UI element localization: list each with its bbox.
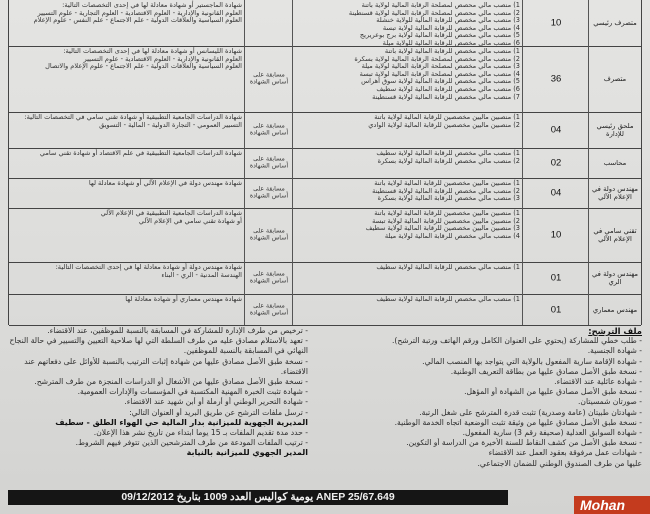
cell-recruitment-mode <box>244 46 293 112</box>
application-file-section <box>8 326 642 486</box>
post-distribution-line: 5) منصب مالي مخصص للرقابة المالية لولاية برج بوعريريج <box>359 31 520 40</box>
post-distribution-line: 2) منصب مالي محصص لمصلحة الرقابة المالية لولاية قسنطينة <box>348 8 520 17</box>
file-requirement-line: المديرية الجهوية للميزانية بدار المالية حي الهواء الطلق - سطيف <box>55 417 308 427</box>
cell-recruitment-mode <box>244 112 293 148</box>
post-distribution-line: 1) منصب مالي محصص لمصلحة الرقابة المالية لولاية باتنة <box>361 1 520 9</box>
file-requirement-line: - تعهد بالاستلام مصادق عليه من طرف السلطة التي لها صلاحية التعيين والتسيير في حالة النجاح <box>9 336 308 346</box>
cell-post-distribution <box>292 262 523 294</box>
recruitment-mode: مسابقة على أساس الشهادة <box>249 122 289 137</box>
post-distribution-line: 3) منصبين ماليين مخصصين للرقابة المالية لولاية سطيف <box>365 224 520 233</box>
cell-rank-title <box>588 208 641 262</box>
posts-count: 10 <box>550 17 562 29</box>
qualification-line: التسيير العمومي - التجارة الدولية - المالية - التسويق <box>99 120 242 129</box>
file-requirement-line: - نسخة طبق الأصل مصادق عليها من وثيقة تثبت الوضعية اتجاه الخدمة الوطنية. <box>394 417 642 427</box>
file-requirement-line: - نسخة طبق الأصل مصادق عليها من شهادة إثبات الترتيب بالنسبة للأوائل على دفعاتهم عند <box>24 356 308 366</box>
cell-posts-count <box>522 262 589 294</box>
qualification-line: العلوم السياسية والعلاقات الدولية - علم الاجتماع - علوم الإعلام والاتصال <box>45 62 242 71</box>
post-distribution-line: 3) منصب مالي مخصص للرقابة المالية لولاية بسكرة <box>377 194 520 203</box>
file-requirement-line: المدير الجهوي للميزانية بالنيابة <box>186 448 308 458</box>
file-requirement-line: - نسخة طبق الأصل من كشف النقاط للسنة الأخيرة من الدراسة أو التكوين. <box>406 438 642 448</box>
recruitment-mode: مسابقة على أساس الشهادة <box>249 302 289 317</box>
recruitment-mode: مسابقة على أساس الشهادة <box>249 71 289 86</box>
watermark-logo: Mohan <box>574 496 650 514</box>
rank-title: مهندس دولة في الري <box>592 270 638 286</box>
recruitment-mode: مسابقة على أساس الشهادة <box>249 155 289 170</box>
table-row <box>9 112 641 149</box>
cell-post-distribution <box>292 294 523 325</box>
qualification-line: شهادة الدراسات الجامعية التطبيقية في الإعلام الآلي <box>100 209 242 217</box>
qualification-line: شهادة مهندس دولة أو شهادة معادلة لها في إحدى التخصصات التالية: <box>55 263 242 271</box>
cell-post-distribution <box>292 112 523 148</box>
cell-post-distribution <box>292 46 523 112</box>
post-distribution-line: 3) منصب مالي مخصص للرقابة المالية للولاية خنشلة <box>376 16 520 25</box>
file-heading: ملف الترشح: <box>588 326 642 336</box>
cell-recruitment-mode <box>244 262 293 294</box>
cell-posts-count <box>522 112 589 148</box>
cell-qualifications <box>9 294 245 325</box>
cell-post-distribution <box>292 178 523 208</box>
cell-rank-title <box>588 0 641 46</box>
posts-count: 01 <box>550 304 562 315</box>
cell-qualifications <box>9 178 245 208</box>
rank-title: ملحق رئيسي للإدارة <box>596 122 634 138</box>
post-distribution-line: 1) منصبين ماليين مخصصين للرقابة المالية لولاية باتنة <box>374 113 520 121</box>
cell-qualifications <box>9 46 245 112</box>
post-distribution-line: 3) منصب مالي مخصص لمصلحة الرقابة المالية لولاية ميلة <box>361 62 520 71</box>
cell-post-distribution <box>292 0 523 46</box>
posts-count: 01 <box>550 272 562 284</box>
cell-posts-count <box>522 148 589 178</box>
qualification-line: العلوم القانونية والإدارية - العلوم الاقتصادية - علوم التسيير <box>83 54 242 63</box>
file-requirement-line: - نسخة طبق الأصل مصادق عليها من بطاقة التعريف الوطنية. <box>450 366 642 376</box>
cell-qualifications <box>9 0 245 46</box>
rank-title: متصرف <box>603 75 627 83</box>
qualification-line: شهادة الدراسات الجامعية التطبيقية أو شهادة تقني سامي في التخصصات التالية: <box>24 113 242 121</box>
cell-rank-title <box>588 148 641 178</box>
file-requirement-line: - نسخة طبق الأصل مصادق عليها من الأشغال أو الدراسات المنجزة من طرف المترشح. <box>34 377 308 387</box>
rank-title: مهندس معماري <box>592 305 638 314</box>
qualification-line: العلوم السياسية والعلاقات الدولية - علم الاجتماع - علم النفس - علوم الإعلام <box>33 16 242 25</box>
post-distribution-line: 2) منصب مالي مخصص لمصلحة الرقابة المالية لولاية بسكرة <box>354 54 520 63</box>
rank-title: متصرف رئيسي <box>593 19 637 27</box>
qualification-line: العلوم القانونية والإدارية - العلوم الاقتصادية - العلوم التجارية - علوم التسيير <box>37 8 242 17</box>
cell-recruitment-mode <box>244 148 293 178</box>
cell-posts-count <box>522 208 589 262</box>
post-distribution-line: 1) منصب مالي مخصص للرقابة المالية لولاية سطيف <box>376 295 520 303</box>
file-requirement-line: - شهادة السوابق العدلية (صحيفة رقم 3) سارية المفعول. <box>462 428 642 438</box>
table-row <box>9 148 641 179</box>
cell-recruitment-mode <box>244 0 293 46</box>
file-requirement-line: - شهادة عائلية عند الاقتضاء. <box>554 377 642 387</box>
qualification-line: الهندسة المدنية - الري - البناء <box>161 270 242 279</box>
file-requirement-line: - شهادتان طبيتان (عامة وصدرية) تثبت قدرة المترشح على شغل الرتبة. <box>419 407 642 417</box>
cell-posts-count <box>522 294 589 325</box>
cell-posts-count <box>522 0 589 46</box>
post-distribution-line: 2) منصب مالي مخصص للرقابة المالية لولاية قسنطينة <box>372 186 520 195</box>
cell-posts-count <box>522 46 589 112</box>
file-requirement-line: - شهادة التحرير الوطني أو أرملة أو أبن شهيد عند الاقتضاء. <box>124 397 308 407</box>
file-requirement-line: النهائي في المسابقة بالنسبة للموظفين. <box>183 346 308 356</box>
table-row <box>9 262 641 295</box>
rank-title: تقني سامي في الإعلام الآلي <box>593 227 637 243</box>
post-distribution-line: 6) منصب مالي مخصص للرقابة المالية للولاية ميلة <box>382 38 520 46</box>
file-requirement-line: - شهادات عمل مرفوقة بعقود العمل عند الاقتضاء <box>488 448 642 458</box>
file-requirement-line: الاقتضاء. <box>280 366 308 376</box>
recruitment-mode: مسابقة على أساس الشهادة <box>249 227 289 242</box>
file-requirement-line: عليها من طرف الصندوق الوطني للضمان الاجتماعي. <box>477 458 642 468</box>
cell-rank-title <box>588 294 641 325</box>
newspaper-footer: ANEP 25/67.649 يومية كواليس العدد 1009 بتاريخ 09/12/2012 <box>8 490 508 505</box>
table-row <box>9 178 641 209</box>
cell-rank-title <box>588 262 641 294</box>
file-requirement-line: - ترخيص من طرف الإدارة للمشاركة في المسابقة بالنسبة للموظفين، عند الاقتضاء. <box>47 326 308 335</box>
table-row <box>9 46 641 113</box>
cell-recruitment-mode <box>244 294 293 325</box>
post-distribution-line: 4) منصب مالي مخصص للرقابة المالية لولاية تبسة <box>382 23 520 32</box>
rank-title: مهندس دولة في الإعلام الآلي <box>592 185 638 201</box>
table-row <box>9 0 641 47</box>
post-distribution-line: 1) منصبين ماليين مخصصين للرقابة المالية لولاية باتنة <box>374 179 520 187</box>
file-requirement-line: - ترسل ملفات الترشح عن طريق البريد أو العنوان التالي: <box>129 407 308 417</box>
file-requirement-line: - حدد مدة تقديم الملفات بـ 15 يوما ابتداء من تاريخ نشر هذا الإعلان. <box>93 428 308 438</box>
file-requirement-line: - شهادة الإقامة سارية المفعول بالولاية التي يتواجد بها المنصب المالي. <box>422 356 642 366</box>
file-left-column <box>8 326 308 486</box>
cell-qualifications <box>9 112 245 148</box>
rank-title: محاسب <box>603 159 627 167</box>
recruitment-mode: مسابقة على أساس الشهادة <box>249 270 289 285</box>
cell-qualifications <box>9 208 245 262</box>
post-distribution-line: 1) منصب مالي مخصص للرقابة المالية لولاية سطيف <box>376 263 520 271</box>
qualification-line: شهادة مهندس دولة في الإعلام الآلي أو شهادة معادلة لها <box>88 179 242 187</box>
qualification-line: شهادة الليسانس أو شهادة معادلة لها في إحدى التخصصات التالية: <box>63 47 242 55</box>
post-distribution-line: 2) منصب مالي مخصص للرقابة المالية لولاية بسكرة <box>377 156 520 165</box>
recruitment-mode: مسابقة على أساس الشهادة <box>249 185 289 200</box>
file-requirement-line: - ترتيب الملفات المودعة من طرف المترشحين الذين تتوفر فيهم الشروط. <box>75 438 308 448</box>
qualification-line: شهادة الدراسات الجامعية التطبيقية في علم الاقتصاد أو شهادة تقني سامي <box>39 149 242 157</box>
file-requirement-line: - صورتان شمسيتان. <box>577 397 642 407</box>
post-distribution-line: 1) منصب مالي مخصص للرقابة المالية لولاية سطيف <box>376 149 520 157</box>
cell-qualifications <box>9 148 245 178</box>
cell-rank-title <box>588 178 641 208</box>
cell-recruitment-mode <box>244 178 293 208</box>
posts-count: 02 <box>550 157 562 169</box>
recruitment-table <box>8 0 642 325</box>
cell-rank-title <box>588 46 641 112</box>
post-distribution-line: 4) منصب مالي مخصص لمصلحة الرقابة المالية لولاية تبسة <box>359 69 520 78</box>
post-distribution-line: 1) منصب مالي مخصص للرقابة المالية لولاية باتنة <box>384 47 520 55</box>
cell-qualifications <box>9 262 245 294</box>
qualification-line: شهادة مهندس معماري أو شهادة معادلة لها <box>125 295 242 303</box>
file-requirement-line: - طلب خطي للمشاركة (يحتوي على العنوان الكامل ورقم الهاتف ورتبة الترشح). <box>391 336 642 346</box>
cell-post-distribution <box>292 148 523 178</box>
file-right-column <box>324 326 642 486</box>
post-distribution-line: 1) منصبين ماليين مخصصين للرقابة المالية لولاية باتنة <box>374 209 520 217</box>
file-requirement-line: - نسخة طبق الأصل مصادق عليها من الشهادة أو المؤهل. <box>464 387 642 397</box>
posts-count: 04 <box>550 124 562 136</box>
cell-recruitment-mode <box>244 208 293 262</box>
table-row <box>9 208 641 263</box>
qualification-line: أو شهادة تقني سامي في الإعلام الآلي <box>138 216 242 225</box>
cell-rank-title <box>588 112 641 148</box>
post-distribution-line: 6) منصب مالي مخصص للرقابة المالية لولاية سطيف <box>376 84 520 93</box>
posts-count: 36 <box>550 73 562 85</box>
file-requirement-line: - شهادة الجنسية. <box>587 346 642 356</box>
table-row <box>9 294 641 326</box>
post-distribution-line: 2) منصبين ماليين مخصصين للرقابة المالية لولاية الوادي <box>368 120 520 129</box>
qualification-line: شهادة الماجستير أو شهادة معادلة لها في إحدى التخصصات التالية: <box>62 1 242 9</box>
cell-post-distribution <box>292 208 523 262</box>
posts-count: 10 <box>550 229 562 241</box>
cell-posts-count <box>522 178 589 208</box>
post-distribution-line: 5) منصب مالي مخصص للرقابة المالية لولاية سوق أهراس <box>361 77 520 86</box>
file-requirement-line: - شهادة تثبت الخبرة المهنية المكتسبة في المؤسسات والإدارات العمومية. <box>77 387 308 397</box>
post-distribution-line: 2) منصبين ماليين مخصصين للرقابة المالية لولاية تبسة <box>372 216 520 225</box>
posts-count: 04 <box>550 187 562 199</box>
post-distribution-line: 4) منصب مالي مخصص للرقابة المالية لولاية ميلة <box>384 231 520 240</box>
post-distribution-line: 7) منصب مالي مخصص للرقابة المالية لولاية قسنطينة <box>372 92 520 101</box>
